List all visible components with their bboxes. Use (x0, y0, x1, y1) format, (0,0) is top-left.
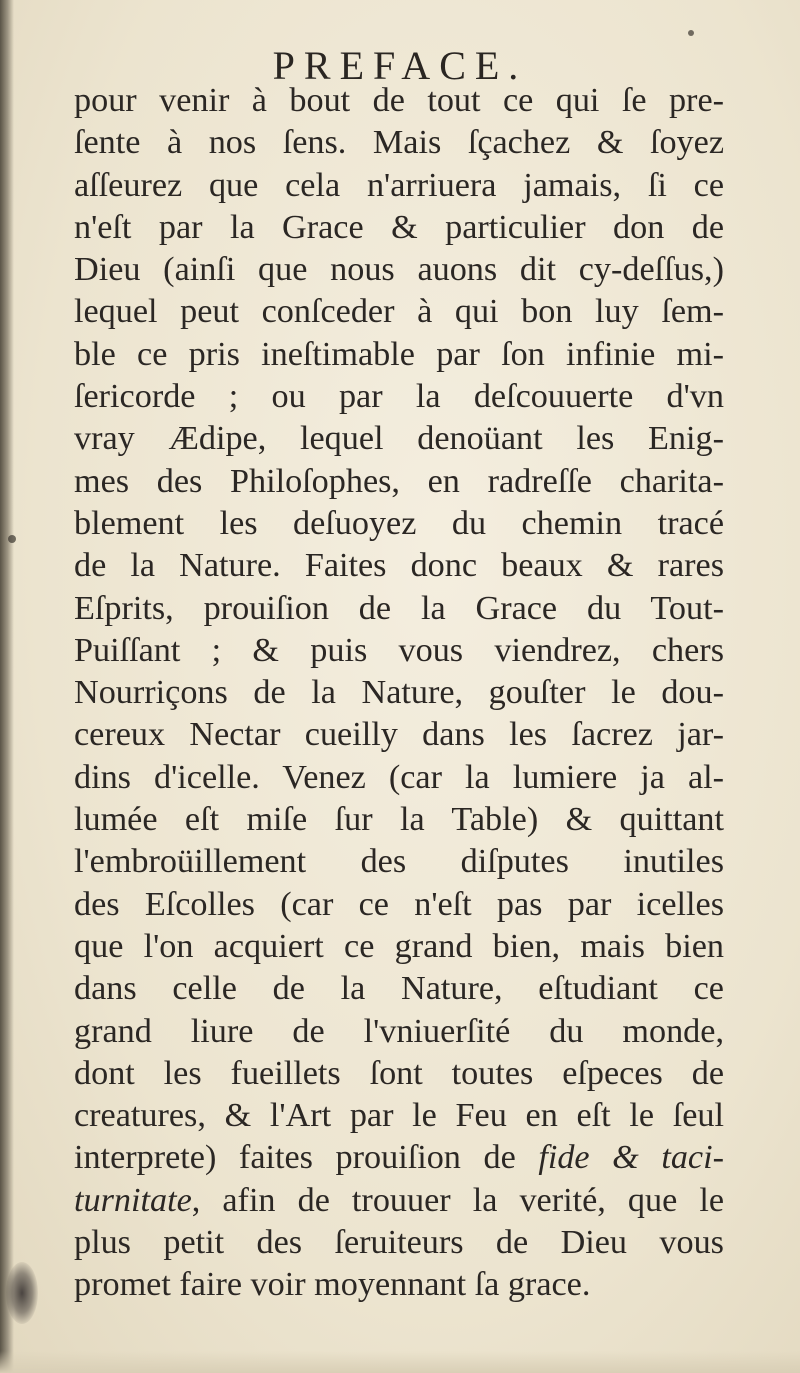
text-line: ble ce pris ineſtimable par ſon infinie mi- (74, 335, 724, 373)
text-line: pour venir à bout de tout ce qui ſe pre- (74, 82, 724, 119)
text-line: lumée eſt miſe ſur la Table) & quittant (74, 801, 724, 839)
text-line: que l'on acquiert ce grand bien, mais bien (74, 927, 724, 965)
text-line: cereux Nectar cueilly dans les ſacrez jar- (74, 716, 724, 754)
text-line: de la Nature. Faites donc beaux & rares (74, 547, 724, 585)
ink-stain (6, 1262, 38, 1324)
text-run: interprete) faites prouiſion de (74, 1139, 516, 1177)
text-line: ſente à nos ſens. Mais ſçachez & ſoyez (74, 124, 724, 162)
text-run: , afin de trouuer la verité, que le (191, 1181, 724, 1219)
italic-phrase: fide & taci- (538, 1139, 724, 1177)
text-line: creatures, & l'Art par le Feu en eſt le ſeul (74, 1097, 724, 1135)
text-line: ſericorde ; ou par la deſcouuerte d'vn (74, 378, 724, 416)
text-line: Eſprits, prouiſion de la Grace du Tout- (74, 589, 724, 627)
text-line: l'embroüillement des diſputes inutiles (74, 843, 724, 881)
italic-phrase: turnitate (74, 1181, 192, 1219)
page-gutter (0, 0, 14, 1373)
body-text (74, 80, 724, 1307)
ink-speck (688, 30, 694, 36)
text-line: aſſeurez que cela n'arriuera jamais, ſi ce (74, 166, 724, 204)
text-line: des Eſcolles (car ce n'eſt pas par icelles (74, 885, 724, 923)
ink-speck (8, 535, 16, 543)
text-line: lequel peut conſceder à qui bon luy ſem- (74, 293, 724, 331)
text-line: dont les fueillets ſont toutes eſpeces de (74, 1054, 724, 1092)
text-line: Puiſſant ; & puis vous viendrez, chers (74, 631, 724, 669)
text-line: vray Ædipe, lequel denoüant les Enig- (74, 420, 724, 458)
text-line-final: promet faire voir moyennant ſa grace. (74, 1266, 591, 1304)
text-line: grand liure de l'vniuerſité du monde, (74, 1012, 724, 1050)
text-line-mixed (74, 1137, 724, 1179)
text-line: blement les deſuoyez du chemin tracé (74, 504, 724, 542)
page-bottom-edge (0, 1351, 800, 1373)
text-line: Dieu (ainſi que nous auons dit cy-deſſus,) (74, 251, 724, 289)
text-line: dans celle de la Nature, eſtudiant ce (74, 970, 724, 1008)
text-line: mes des Philoſophes, en radreſſe charita- (74, 462, 724, 500)
text-line: plus petit des ſeruiteurs de Dieu vous (74, 1224, 724, 1262)
text-line-mixed (74, 1180, 724, 1222)
page-header: PREFACE. (272, 43, 528, 88)
text-line: dins d'icelle. Venez (car la lumiere ja al- (74, 758, 724, 796)
text-line: Nourriçons de la Nature, gouſter le dou- (74, 674, 724, 712)
text-line: n'eſt par la Grace & particulier don de (74, 208, 724, 246)
